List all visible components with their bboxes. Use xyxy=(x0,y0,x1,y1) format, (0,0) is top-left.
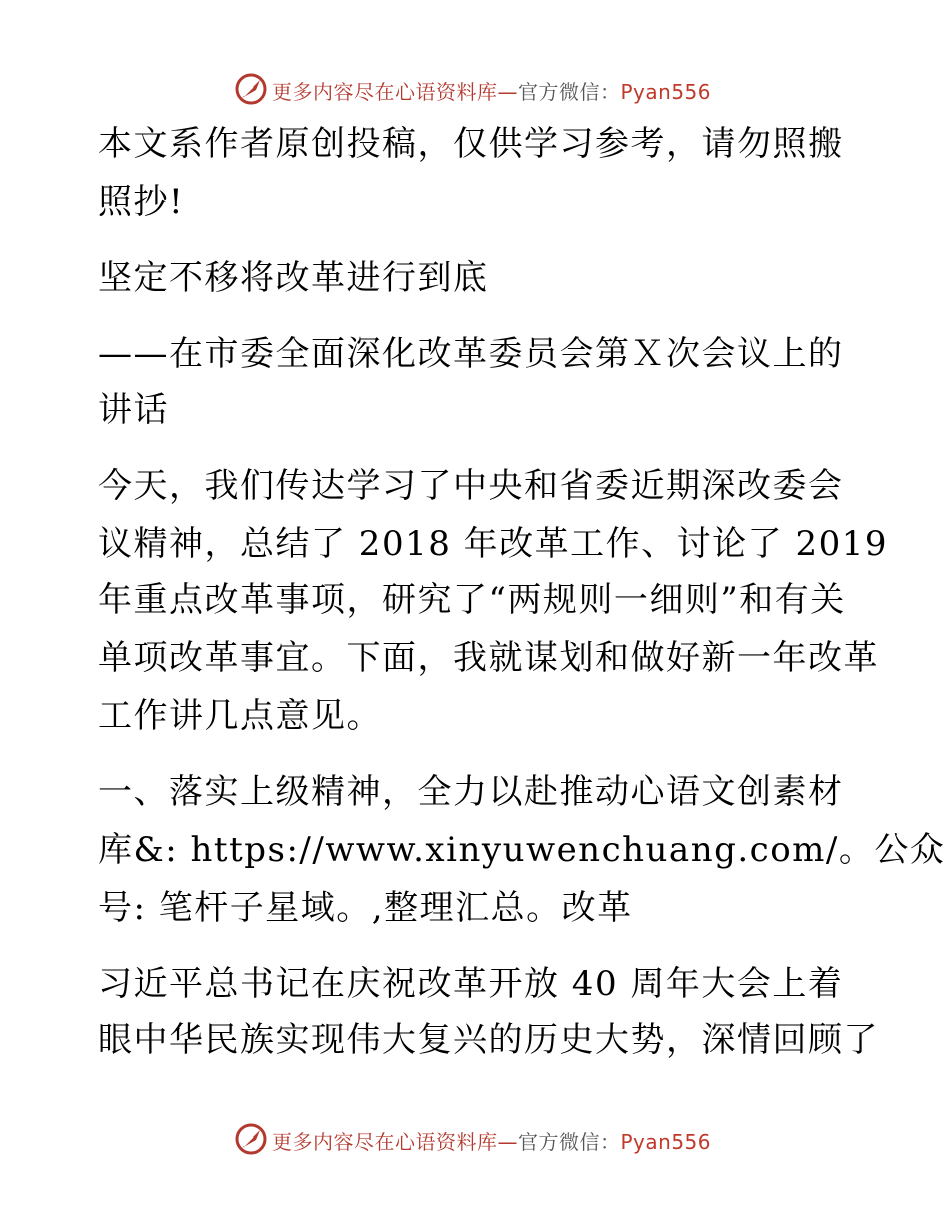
footer-wechat-id: Pyan556 xyxy=(620,1130,712,1154)
body-line: 坚定不移将改革进行到底 xyxy=(98,258,489,298)
body-line: 年重点改革事项，研究了“两规则一细则”和有关 xyxy=(98,580,846,620)
footer-tagline: 更多内容尽在心语资料库— xyxy=(272,1130,518,1154)
footer-banner xyxy=(0,1120,950,1160)
body-line: 库&: https://www.xinyuwenchuang.com/。公众 xyxy=(98,830,946,870)
header-wechat-id: Pyan556 xyxy=(620,80,712,104)
quill-logo-icon xyxy=(234,1122,268,1156)
header-tagline: 更多内容尽在心语资料库— xyxy=(272,80,518,104)
footer-wechat-label: 官方微信： xyxy=(518,1130,621,1154)
header-wechat-label: 官方微信： xyxy=(518,80,621,104)
body-line: ——在市委全面深化改革委员会第Ｘ次会议上的 xyxy=(98,334,844,374)
body-line: 一、落实上级精神，全力以赴推动心语文创素材 xyxy=(98,772,844,812)
body-line: 工作讲几点意见。 xyxy=(98,696,382,736)
quill-logo-icon xyxy=(234,72,268,106)
body-line: 眼中华民族实现伟大复兴的历史大势，深情回顾了 xyxy=(98,1020,879,1060)
body-line: 号: 笔杆子星域。,整理汇总。改革 xyxy=(98,888,633,928)
body-line: 习近平总书记在庆祝改革开放 40 周年大会上着 xyxy=(98,964,844,1004)
body-line: 单项改革事宜。下面，我就谋划和做好新一年改革 xyxy=(98,638,879,678)
body-line: 议精神，总结了 2018 年改革工作、讨论了 2019 xyxy=(98,524,888,564)
body-line: 今天，我们传达学习了中央和省委近期深改委会 xyxy=(98,466,844,506)
body-line: 本文系作者原创投稿，仅供学习参考，请勿照搬 xyxy=(98,124,844,164)
body-line: 照抄! xyxy=(98,182,185,222)
header-text xyxy=(272,76,711,105)
footer-text xyxy=(272,1126,711,1155)
header-banner xyxy=(0,70,950,110)
body-line: 讲话 xyxy=(98,390,169,430)
